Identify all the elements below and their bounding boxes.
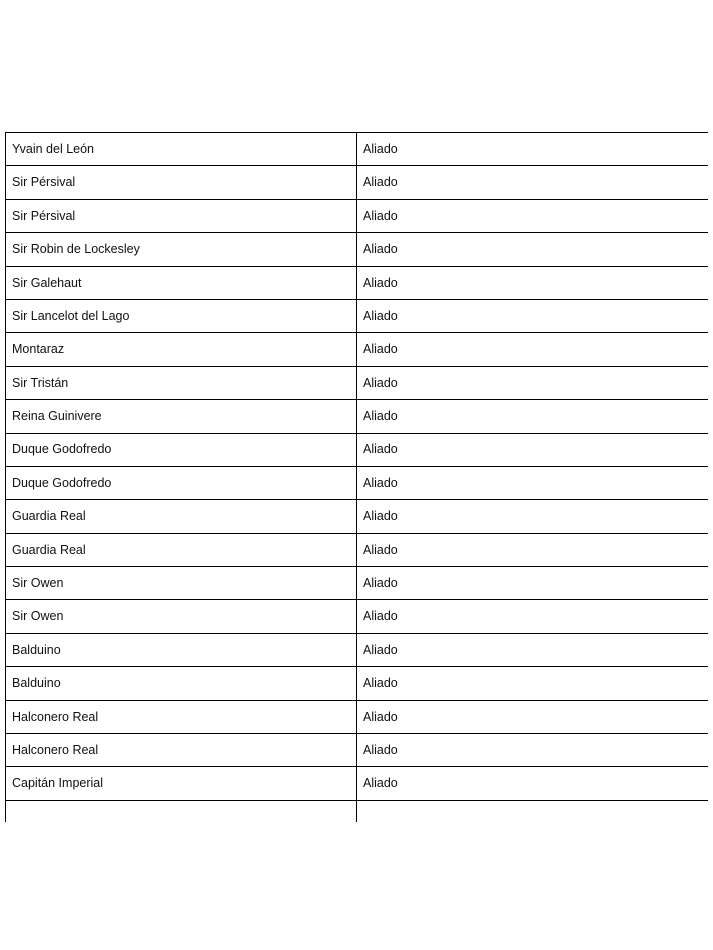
character-name-cell: Reina Guinivere bbox=[6, 400, 357, 433]
table-row bbox=[6, 767, 709, 800]
character-status-cell: Aliado bbox=[357, 667, 709, 700]
character-status-cell: Aliado bbox=[357, 567, 709, 600]
table-row bbox=[6, 533, 709, 566]
character-name-cell: Guardia Real bbox=[6, 533, 357, 566]
table-row bbox=[6, 333, 709, 366]
character-name-cell: Sir Tristán bbox=[6, 366, 357, 399]
character-name-cell: Balduino bbox=[6, 667, 357, 700]
character-name-cell: Montaraz bbox=[6, 333, 357, 366]
table-row bbox=[6, 667, 709, 700]
character-status-cell: Aliado bbox=[357, 333, 709, 366]
character-name-cell: Sir Pérsival bbox=[6, 166, 357, 199]
character-name-cell: Sir Galehaut bbox=[6, 266, 357, 299]
character-status-cell: Aliado bbox=[357, 166, 709, 199]
table-row bbox=[6, 500, 709, 533]
character-name-cell: Sir Owen bbox=[6, 567, 357, 600]
character-table-body bbox=[6, 133, 709, 823]
table-row bbox=[6, 400, 709, 433]
table-row bbox=[6, 166, 709, 199]
table-row bbox=[6, 734, 709, 767]
character-name-cell: Halconero Real bbox=[6, 734, 357, 767]
table-row bbox=[6, 133, 709, 166]
character-status-cell: Aliado bbox=[357, 633, 709, 666]
table-row-cut-off bbox=[6, 800, 709, 822]
character-status-cell: Aliado bbox=[357, 233, 709, 266]
character-status-cell: Aliado bbox=[357, 199, 709, 232]
character-status-cell: Aliado bbox=[357, 466, 709, 499]
character-status-cell: Aliado bbox=[357, 734, 709, 767]
character-status-cell: Aliado bbox=[357, 600, 709, 633]
character-name-cell: Duque Godofredo bbox=[6, 466, 357, 499]
empty-cell bbox=[6, 800, 357, 822]
table-row bbox=[6, 233, 709, 266]
character-name-cell: Balduino bbox=[6, 633, 357, 666]
empty-cell bbox=[357, 800, 709, 822]
character-name-cell: Sir Pérsival bbox=[6, 199, 357, 232]
character-status-cell: Aliado bbox=[357, 266, 709, 299]
character-table-container bbox=[5, 132, 708, 822]
character-status-cell: Aliado bbox=[357, 133, 709, 166]
character-status-cell: Aliado bbox=[357, 400, 709, 433]
character-name-cell: Duque Godofredo bbox=[6, 433, 357, 466]
table-row bbox=[6, 466, 709, 499]
character-status-cell: Aliado bbox=[357, 433, 709, 466]
character-table bbox=[5, 132, 708, 822]
character-status-cell: Aliado bbox=[357, 533, 709, 566]
character-name-cell: Sir Owen bbox=[6, 600, 357, 633]
table-row bbox=[6, 299, 709, 332]
table-row bbox=[6, 266, 709, 299]
table-row bbox=[6, 366, 709, 399]
table-row bbox=[6, 199, 709, 232]
table-row bbox=[6, 600, 709, 633]
character-status-cell: Aliado bbox=[357, 500, 709, 533]
character-status-cell: Aliado bbox=[357, 366, 709, 399]
character-status-cell: Aliado bbox=[357, 299, 709, 332]
character-name-cell: Sir Lancelot del Lago bbox=[6, 299, 357, 332]
character-name-cell: Sir Robin de Lockesley bbox=[6, 233, 357, 266]
character-name-cell: Capitán Imperial bbox=[6, 767, 357, 800]
character-name-cell: Halconero Real bbox=[6, 700, 357, 733]
table-row bbox=[6, 700, 709, 733]
table-row bbox=[6, 433, 709, 466]
character-name-cell: Yvain del León bbox=[6, 133, 357, 166]
character-name-cell: Guardia Real bbox=[6, 500, 357, 533]
character-status-cell: Aliado bbox=[357, 700, 709, 733]
table-row bbox=[6, 567, 709, 600]
character-status-cell: Aliado bbox=[357, 767, 709, 800]
table-row bbox=[6, 633, 709, 666]
